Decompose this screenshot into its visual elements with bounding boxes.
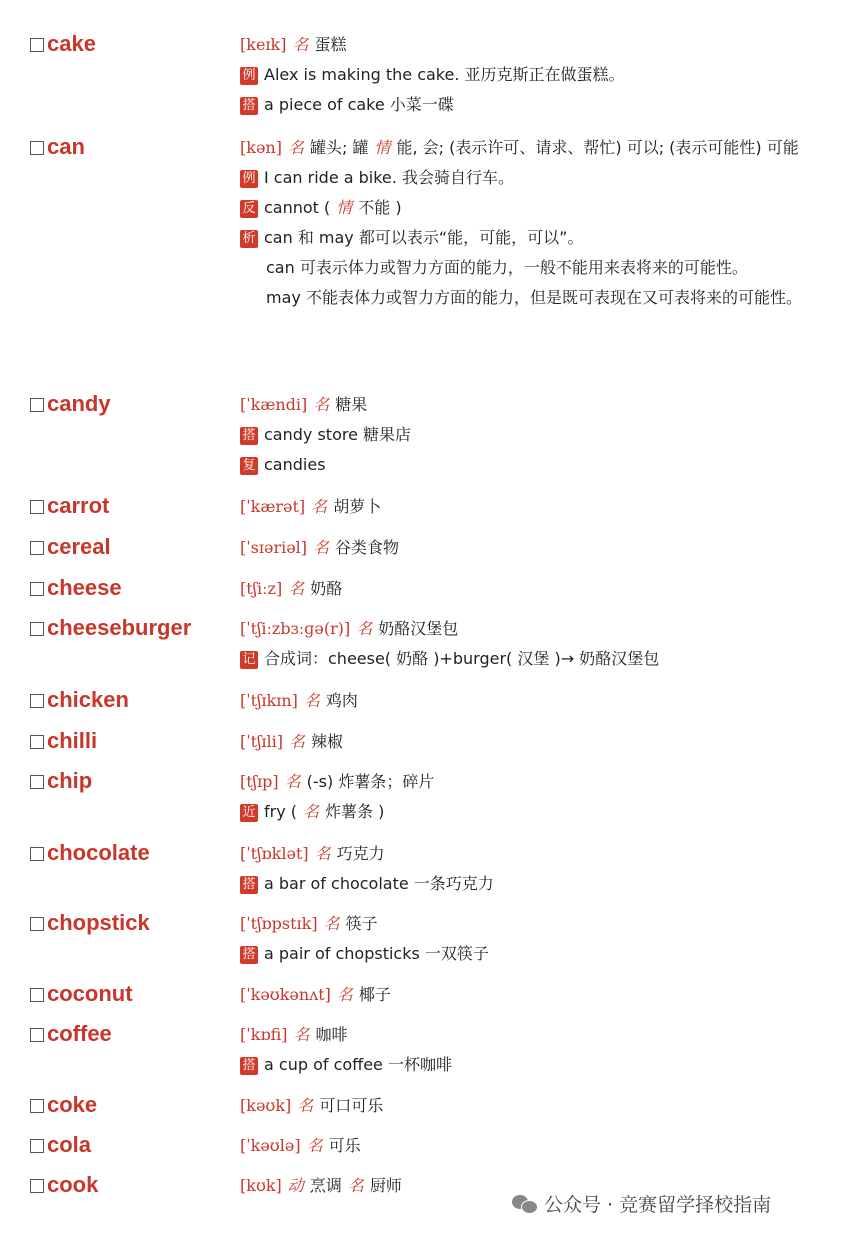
- phonetic: [ˈkændi]: [240, 395, 308, 414]
- definition: [240, 614, 840, 674]
- meaning: 可口可乐: [319, 1096, 384, 1115]
- headword-text: cheeseburger: [47, 615, 192, 640]
- definition-line: [240, 767, 840, 797]
- definition-line: [240, 492, 840, 522]
- part-of-speech: 名: [289, 732, 306, 751]
- checkbox-icon: [30, 541, 44, 555]
- meaning: 奶酪: [310, 579, 343, 598]
- headword: [30, 390, 111, 418]
- headword-text: candy: [47, 391, 111, 416]
- definition: [240, 1171, 840, 1201]
- phonetic: [ˈtʃɒklət]: [240, 844, 309, 863]
- example-text: I can ride a bike. 我会骑自行车。: [264, 168, 514, 187]
- example-text: Alex is making the cake. 亚历克斯正在做蛋糕。: [264, 65, 625, 84]
- checkbox-icon: [30, 582, 44, 596]
- headword: [30, 1020, 112, 1048]
- meaning: 胡萝卜: [333, 497, 382, 516]
- example-text: a cup of coffee 一杯咖啡: [264, 1055, 452, 1074]
- example-text: can 和 may 都可以表示“能，可能，可以”。: [264, 228, 584, 247]
- checkbox-icon: [30, 735, 44, 749]
- part-of-speech: 名: [303, 802, 320, 821]
- phonetic: [ˈkærət]: [240, 497, 306, 516]
- checkbox-icon: [30, 847, 44, 861]
- phonetic: [tʃiːz]: [240, 579, 283, 598]
- headword: [30, 492, 109, 520]
- example-text: cannot (: [264, 198, 331, 217]
- meaning: 咖啡: [315, 1025, 348, 1044]
- definition-line: [240, 644, 840, 674]
- headword-text: chocolate: [47, 840, 150, 865]
- phonetic: [ˈkəʊlə]: [240, 1136, 301, 1155]
- part-of-speech: 情: [336, 198, 353, 217]
- definition-line: [240, 533, 840, 563]
- definition: [240, 980, 840, 1010]
- definition-line: [240, 253, 840, 283]
- definition-line: [240, 686, 840, 716]
- tag-badge: 记: [240, 651, 258, 669]
- tag-badge: 例: [240, 170, 258, 188]
- phonetic: [ˈtʃiːzbɜːɡə(r)]: [240, 619, 351, 638]
- tag-badge: 搭: [240, 427, 258, 445]
- headword: [30, 909, 150, 937]
- definition-line: [240, 163, 840, 193]
- headword: [30, 767, 92, 795]
- headword-text: chicken: [47, 687, 129, 712]
- headword-text: coke: [47, 1092, 98, 1117]
- phonetic: [ˈtʃɪli]: [240, 732, 284, 751]
- headword: [30, 30, 96, 58]
- definition-line: [240, 909, 840, 939]
- meaning: 能, 会; (表示许可、请求、帮忙) 可以; (表示可能性) 可能: [396, 138, 799, 157]
- definition: [240, 30, 840, 120]
- definition: [240, 574, 840, 604]
- part-of-speech: 名: [311, 497, 328, 516]
- example-text: candy store 糖果店: [264, 425, 412, 444]
- meaning: (-s) 炸薯条；碎片: [306, 772, 435, 791]
- part-of-speech: 名: [303, 691, 320, 710]
- part-of-speech: 名: [306, 1136, 323, 1155]
- headword: [30, 686, 129, 714]
- checkbox-icon: [30, 917, 44, 931]
- headword: [30, 980, 133, 1008]
- definition-line: [240, 390, 840, 420]
- example-text: a bar of chocolate 一条巧克力: [264, 874, 494, 893]
- definition-line: [240, 420, 840, 450]
- definition: [240, 727, 840, 757]
- definition: [240, 1091, 840, 1121]
- headword-text: chilli: [47, 728, 98, 753]
- definition-line: [240, 869, 840, 899]
- phonetic: [kʊk]: [240, 1176, 282, 1195]
- checkbox-icon: [30, 500, 44, 514]
- part-of-speech: 动: [287, 1176, 304, 1195]
- definition: [240, 390, 840, 480]
- meaning: 奶酪汉堡包: [378, 619, 459, 638]
- headword: [30, 727, 97, 755]
- example-text: 合成词：cheese( 奶酪 )+burger( 汉堡 )→ 奶酪汉堡包: [264, 649, 660, 668]
- definition: [240, 767, 840, 827]
- tag-badge: 搭: [240, 97, 258, 115]
- definition-line: [240, 1020, 840, 1050]
- tag-badge: 近: [240, 804, 258, 822]
- tag-badge: 例: [240, 67, 258, 85]
- tag-badge: 搭: [240, 1057, 258, 1075]
- phonetic: [kən]: [240, 138, 282, 157]
- headword-text: can: [47, 134, 85, 159]
- definition-line: [240, 574, 840, 604]
- headword-text: chopstick: [47, 910, 150, 935]
- phonetic: [tʃɪp]: [240, 772, 279, 791]
- checkbox-icon: [30, 141, 44, 155]
- tag-badge: 搭: [240, 876, 258, 894]
- definition-line: [240, 1091, 840, 1121]
- definition-line: [240, 1131, 840, 1161]
- headword: [30, 574, 122, 602]
- part-of-speech: 名: [287, 138, 304, 157]
- definition: [240, 133, 840, 313]
- watermark-text: 公众号 · 竞赛留学择校指南: [544, 1194, 772, 1216]
- part-of-speech: 名: [323, 914, 340, 933]
- part-of-speech: 名: [347, 1176, 364, 1195]
- phonetic: [ˈtʃɒpstɪk]: [240, 914, 318, 933]
- tag-badge: 反: [240, 200, 258, 218]
- part-of-speech: 名: [297, 1096, 314, 1115]
- part-of-speech: 名: [288, 579, 305, 598]
- headword: [30, 1171, 98, 1199]
- headword: [30, 1131, 91, 1159]
- meaning: 蛋糕: [314, 35, 347, 54]
- meaning: 糖果: [335, 395, 368, 414]
- checkbox-icon: [30, 1179, 44, 1193]
- headword-text: cook: [47, 1172, 99, 1197]
- definition-line: [240, 980, 840, 1010]
- checkbox-icon: [30, 775, 44, 789]
- tag-badge: 析: [240, 230, 258, 248]
- checkbox-icon: [30, 398, 44, 412]
- tag-badge: 复: [240, 457, 258, 475]
- meaning: 谷类食物: [335, 538, 400, 557]
- definition-line: [240, 1050, 840, 1080]
- meaning: 筷子: [345, 914, 378, 933]
- definition-line: [240, 614, 840, 644]
- definition: [240, 1131, 840, 1161]
- headword-text: carrot: [47, 493, 110, 518]
- headword-text: chip: [47, 768, 93, 793]
- definition-line: [240, 727, 840, 757]
- part-of-speech: 名: [292, 35, 309, 54]
- definition-line: [240, 133, 840, 163]
- phonetic: [keɪk]: [240, 35, 287, 54]
- meaning: 罐头; 罐: [309, 138, 369, 157]
- definition-line: [240, 60, 840, 90]
- example-text: a piece of cake 小菜一碟: [264, 95, 454, 114]
- definition-line: [240, 223, 840, 253]
- definition-line: [240, 30, 840, 60]
- headword: [30, 133, 85, 161]
- tag-badge: 搭: [240, 946, 258, 964]
- phonetic: [ˈkɒfi]: [240, 1025, 288, 1044]
- phonetic: [ˈsɪəriəl]: [240, 538, 308, 557]
- headword-text: cheese: [47, 575, 122, 600]
- definition: [240, 686, 840, 716]
- definition-line: [240, 939, 840, 969]
- definition-line: [240, 450, 840, 480]
- definition-line: [240, 839, 840, 869]
- phonetic: [ˈkəʊkənʌt]: [240, 985, 331, 1004]
- part-of-speech: 名: [293, 1025, 310, 1044]
- checkbox-icon: [30, 1139, 44, 1153]
- meaning: 椰子: [358, 985, 391, 1004]
- checkbox-icon: [30, 38, 44, 52]
- example-text: 不能 ): [358, 198, 402, 217]
- headword-text: cake: [47, 31, 96, 56]
- part-of-speech: 名: [356, 619, 373, 638]
- phonetic: [ˈtʃɪkɪn]: [240, 691, 298, 710]
- headword-text: cereal: [47, 534, 111, 559]
- meaning: 烹调: [309, 1176, 342, 1195]
- definition-line: [240, 90, 840, 120]
- part-of-speech: 名: [313, 395, 330, 414]
- meaning: 厨师: [369, 1176, 402, 1195]
- example-text: candies: [264, 455, 326, 474]
- checkbox-icon: [30, 988, 44, 1002]
- headword: [30, 533, 111, 561]
- analysis-text: can 可表示体力或智力方面的能力，一般不能用来表将来的可能性。: [266, 258, 748, 277]
- definition-line: [240, 1171, 840, 1201]
- example-text: fry (: [264, 802, 298, 821]
- definition: [240, 1020, 840, 1080]
- headword-text: coffee: [47, 1021, 112, 1046]
- part-of-speech: 情: [374, 138, 391, 157]
- headword-text: coconut: [47, 981, 133, 1006]
- analysis-text: may 不能表体力或智力方面的能力，但是既可表现在又可表将来的可能性。: [266, 288, 802, 307]
- part-of-speech: 名: [313, 538, 330, 557]
- part-of-speech: 名: [284, 772, 301, 791]
- meaning: 辣椒: [311, 732, 344, 751]
- phonetic: [kəʊk]: [240, 1096, 292, 1115]
- meaning: 鸡肉: [325, 691, 358, 710]
- meaning: 可乐: [328, 1136, 361, 1155]
- example-text: 炸薯条 ): [325, 802, 385, 821]
- headword-text: cola: [47, 1132, 92, 1157]
- headword: [30, 614, 191, 642]
- headword: [30, 839, 150, 867]
- example-text: a pair of chopsticks 一双筷子: [264, 944, 489, 963]
- checkbox-icon: [30, 622, 44, 636]
- checkbox-icon: [30, 1099, 44, 1113]
- meaning: 巧克力: [336, 844, 385, 863]
- definition: [240, 492, 840, 522]
- definition: [240, 533, 840, 563]
- definition: [240, 839, 840, 899]
- definition: [240, 909, 840, 969]
- part-of-speech: 名: [336, 985, 353, 1004]
- checkbox-icon: [30, 694, 44, 708]
- headword: [30, 1091, 97, 1119]
- definition-line: [240, 193, 840, 223]
- definition-line: [240, 797, 840, 827]
- part-of-speech: 名: [314, 844, 331, 863]
- definition-line: [240, 283, 840, 313]
- checkbox-icon: [30, 1028, 44, 1042]
